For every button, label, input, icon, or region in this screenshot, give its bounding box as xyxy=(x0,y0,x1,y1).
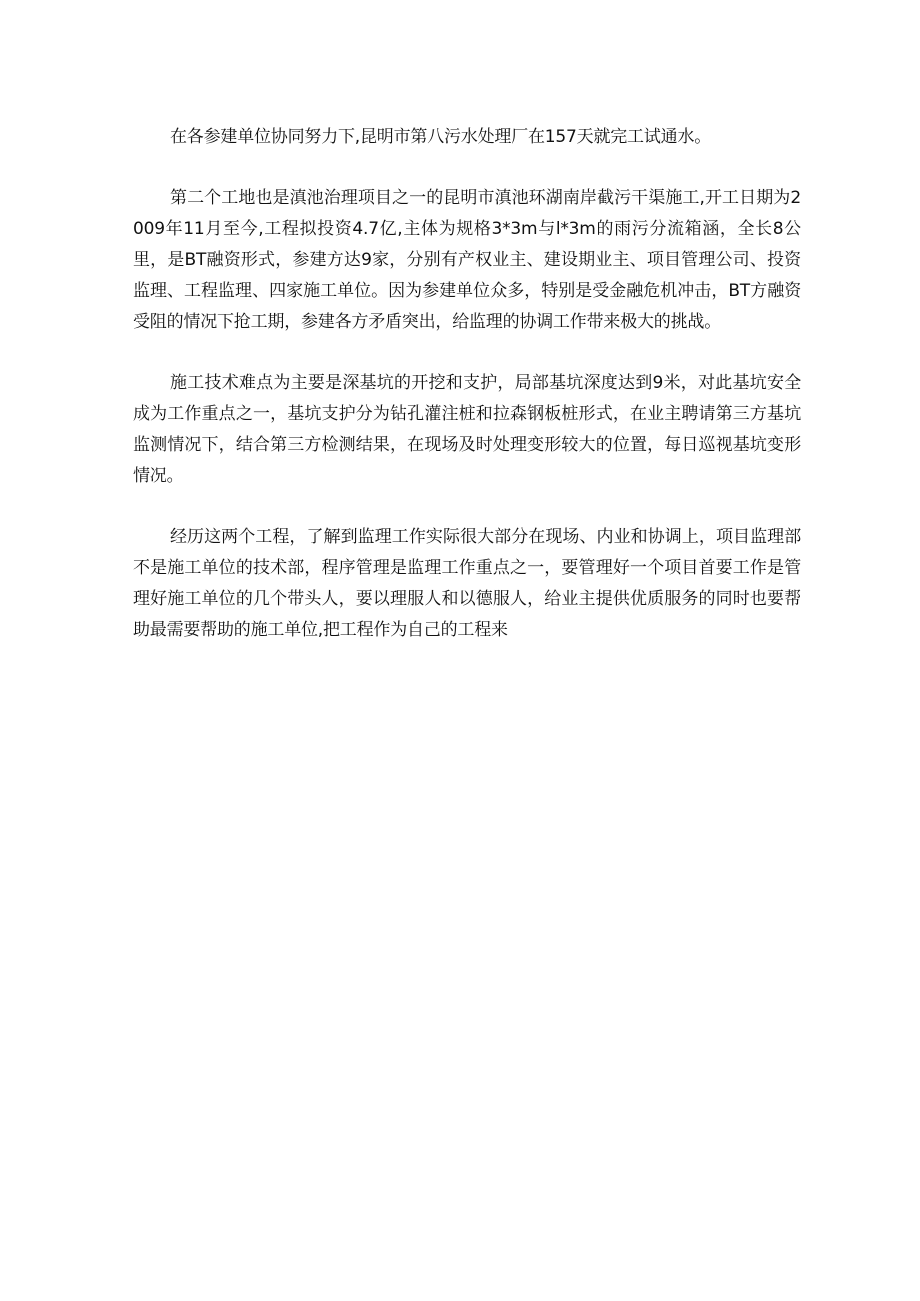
paragraph-2: 第二个工地也是滇池治理项目之一的昆明市滇池环湖南岸截污干渠施工,开工日期为2009年11月至今,工程拟投资4.7亿,主体为规格3*3m与l*3m的雨污分流箱涵，全长8公里，是BT融资形式，参建方达9家，分别有产权业主、建设期业主、项目管理公司、投资监理、工程监理、四家施工单位。因为参建单位众多，特别是受金融危机冲击，BT方融资受阻的情况下抢工期，参建各方矛盾突出，给监理的协调工作带来极大的挑战。 xyxy=(133,188,801,332)
paragraph-3: 施工技术难点为主要是深基坑的开挖和支护，局部基坑深度达到9米，对此基坑安全成为工作重点之一，基坑支护分为钻孔灌注桩和拉森钢板桩形式，在业主聘请第三方基坑监测情况下，结合第三方检测结果，在现场及时处理变形较大的位置，每日巡视基坑变形情况。 xyxy=(133,373,801,486)
paragraph-1: 在各参建单位协同努力下,昆明市第八污水处理厂在157天就完工试通水。 xyxy=(170,127,712,147)
document-body xyxy=(133,122,801,676)
paragraph-4: 经历这两个工程，了解到监理工作实际很大部分在现场、内业和协调上，项目监理部不是施工单位的技术部，程序管理是监理工作重点之一，要管理好一个项目首要工作是管理好施工单位的几个带头人，要以理服人和以德服人，给业主提供优质服务的同时也要帮助最需要帮助的施工单位,把工程作为自己的工程来 xyxy=(133,527,801,640)
